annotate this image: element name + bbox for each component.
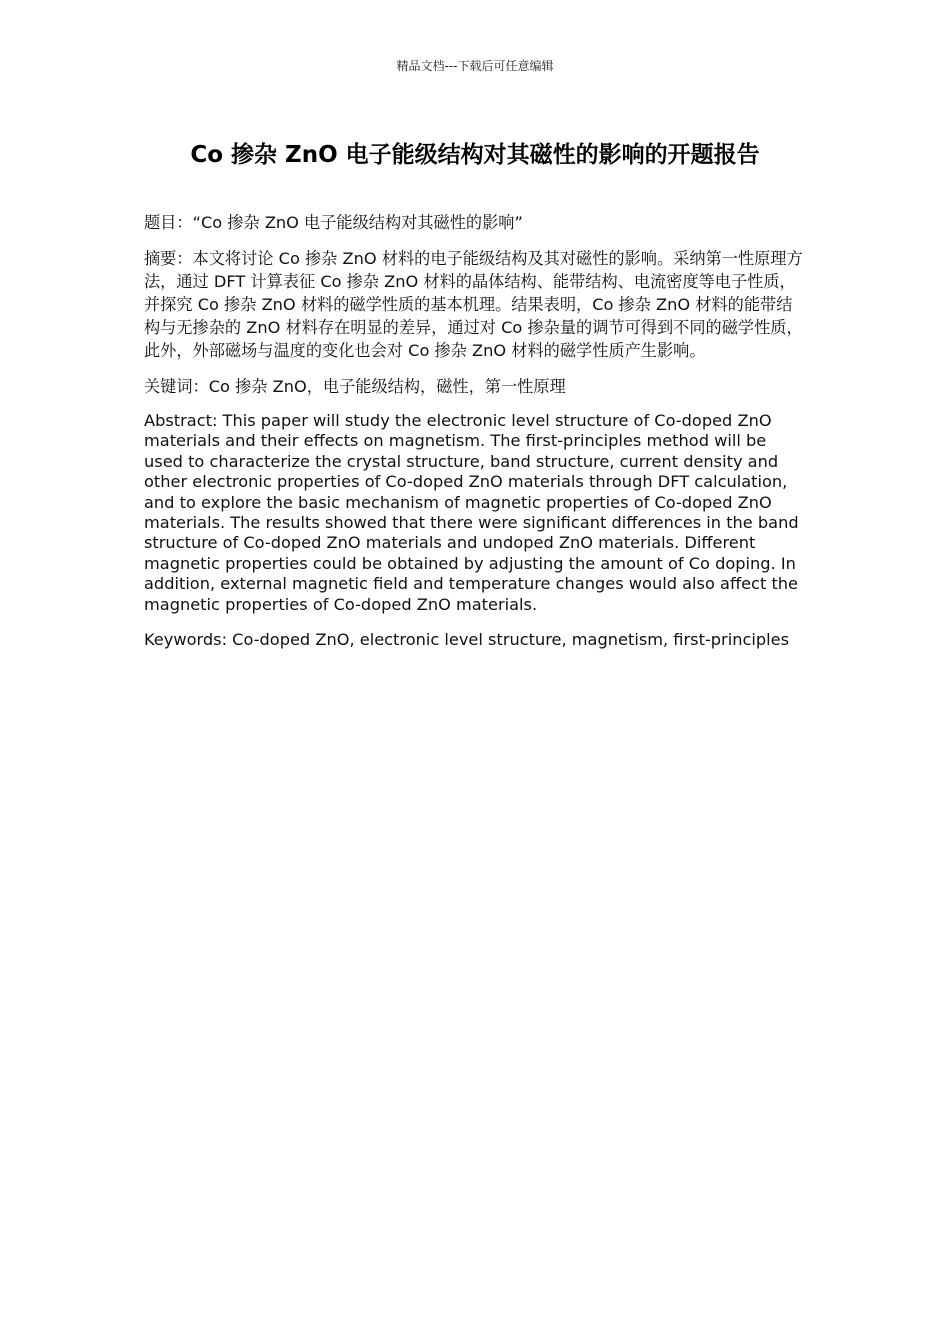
keywords-cn-paragraph: 关键词：Co 掺杂 ZnO，电子能级结构，磁性，第一性原理: [144, 377, 566, 396]
document-title: Co 掺杂 ZnO 电子能级结构对其磁性的影响的开题报告: [190, 142, 760, 168]
keywords-en-paragraph: Keywords: Co-doped ZnO, electronic level structure, magnetism, first-principles: [144, 630, 790, 650]
header-note: 精品文档---下载后可任意编辑: [396, 59, 554, 73]
topic-paragraph: 题目：“Co 掺杂 ZnO 电子能级结构对其磁性的影响”: [144, 213, 523, 232]
abstract-cn-paragraph: 摘要：本文将讨论 Co 掺杂 ZnO 材料的电子能级结构及其对磁性的影响。采纳第一性原理方法，通过 DFT 计算表征 Co 掺杂 ZnO 材料的晶体结构、能带结构、电流密度等电子性质，并探究 Co 掺杂 ZnO 材料的磁学性质的基本机理。结果表明，Co 掺杂 ZnO 材料的能带结构与无掺杂的 ZnO 材料存在明显的差异，通过对 Co 掺杂量的调节可得到不同的磁学性质，此外，外部磁场与温度的变化也会对 Co 掺杂 ZnO 材料的磁学性质产生影响。: [144, 249, 803, 360]
document-body: [144, 211, 808, 665]
abstract-en-paragraph: Abstract: This paper will study the electronic level structure of Co-doped ZnO materials and their effects on magnetism. The first-principles method will be used to characterize the crystal structure, band structure, current density and other electronic properties of Co-doped ZnO materials through DFT calculation, and to explore the basic mechanism of magnetic properties of Co-doped ZnO materials. The results showed that there were significant differences in the band structure of Co-doped ZnO materials and undoped ZnO materials. Different magnetic properties could be obtained by adjusting the amount of Co doping. In addition, external magnetic field and temperature changes would also affect the magnetic properties of Co-doped ZnO materials.: [144, 411, 799, 614]
